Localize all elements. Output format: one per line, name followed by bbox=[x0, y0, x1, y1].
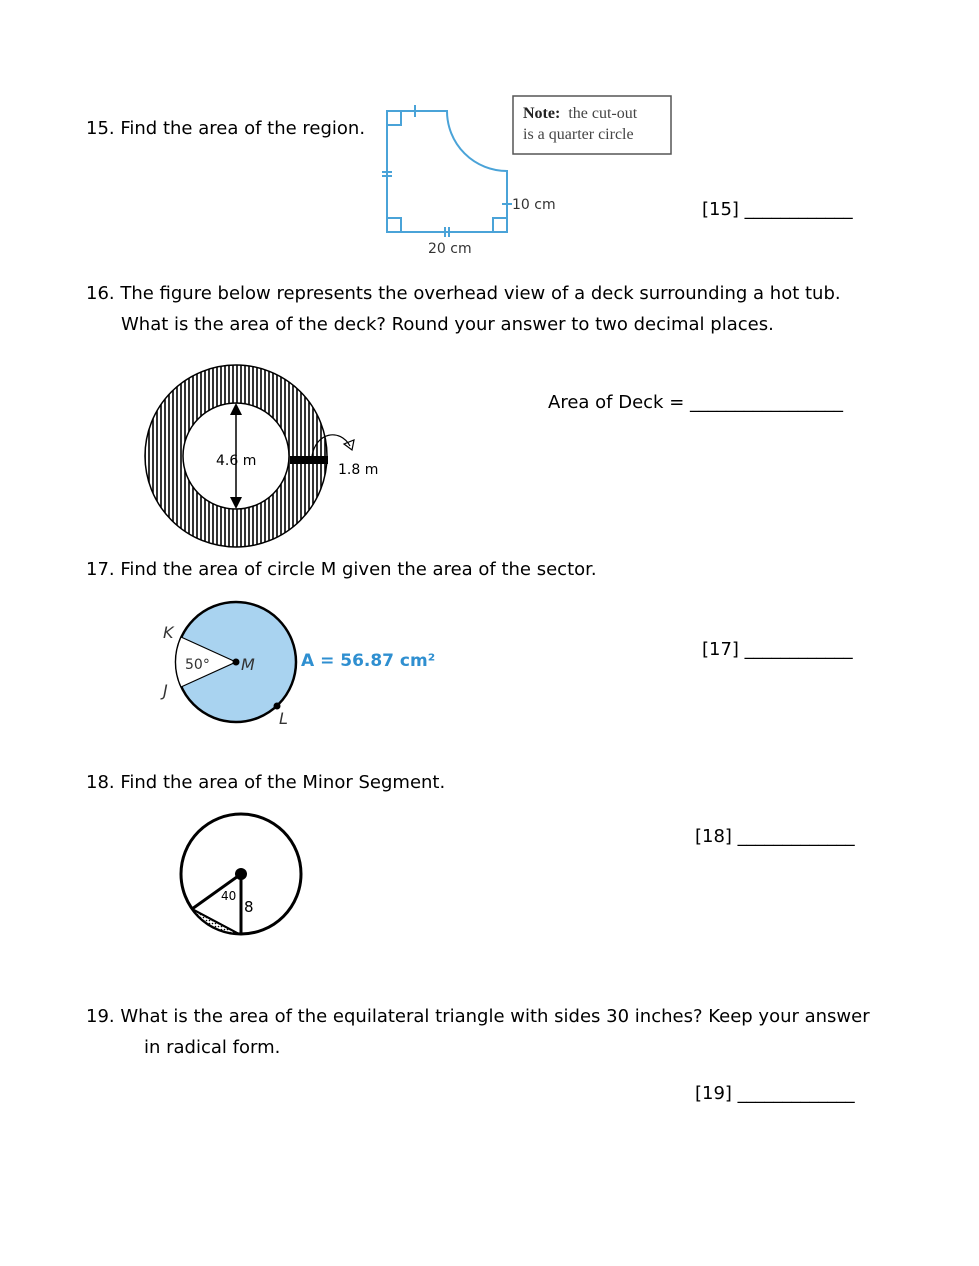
label-l: L bbox=[279, 709, 288, 728]
radius-label: 8 bbox=[244, 898, 254, 916]
q19-answer-blank[interactable]: [19] _____________ bbox=[695, 1083, 855, 1104]
note-bold: Note: bbox=[523, 105, 561, 122]
q17-answer-blank[interactable]: [17] ____________ bbox=[702, 639, 853, 660]
q16-deck-figure bbox=[140, 360, 380, 555]
label-m: M bbox=[241, 655, 255, 674]
q18-answer-blank[interactable]: [18] _____________ bbox=[695, 826, 855, 847]
center-point bbox=[235, 868, 247, 880]
sector-area-label: A = 56.87 cm² bbox=[301, 651, 436, 671]
angle-label: 50° bbox=[185, 657, 210, 673]
q15-prompt: 15. Find the area of the region. bbox=[86, 118, 366, 139]
label-j: J bbox=[163, 681, 168, 700]
q15-figure bbox=[375, 92, 680, 262]
q18-circle-figure bbox=[175, 808, 315, 948]
angle-label: 40 bbox=[221, 889, 237, 903]
q19-prompt-line2: in radical form. bbox=[144, 1037, 281, 1058]
right-angle-mark bbox=[493, 218, 507, 232]
q17-circle-figure bbox=[155, 596, 445, 731]
q19-prompt-line1: 19. What is the area of the equilateral triangle with sides 30 inches? Keep your answer bbox=[86, 1006, 870, 1027]
deck-width-marker bbox=[290, 456, 328, 464]
note-line2: is a quarter circle bbox=[523, 126, 634, 143]
dim-bottom-label: 20 cm bbox=[428, 241, 472, 257]
center-point-m bbox=[233, 659, 240, 666]
svg-text:Note: the cut-out bbox=[523, 105, 638, 122]
note-line1: the cut-out bbox=[568, 105, 638, 122]
region-outline bbox=[387, 111, 507, 232]
q16-prompt-line2: What is the area of the deck? Round your answer to two decimal places. bbox=[121, 314, 774, 335]
right-angle-mark bbox=[387, 218, 401, 232]
q15-answer-blank[interactable]: [15] ____________ bbox=[702, 199, 853, 220]
q18-prompt: 18. Find the area of the Minor Segment. bbox=[86, 772, 446, 793]
right-angle-mark bbox=[387, 111, 401, 125]
dim-side-label: 10 cm bbox=[512, 197, 556, 213]
q17-prompt: 17. Find the area of circle M given the area of the sector. bbox=[86, 559, 597, 580]
label-k: K bbox=[163, 623, 174, 642]
deck-width-label: 1.8 m bbox=[338, 462, 379, 478]
q16-answer-blank[interactable]: Area of Deck = _________________ bbox=[548, 392, 843, 413]
inner-diameter-label: 4.6 m bbox=[216, 453, 257, 469]
q16-prompt-line1: 16. The figure below represents the overhead view of a deck surrounding a hot tub. bbox=[86, 283, 841, 304]
